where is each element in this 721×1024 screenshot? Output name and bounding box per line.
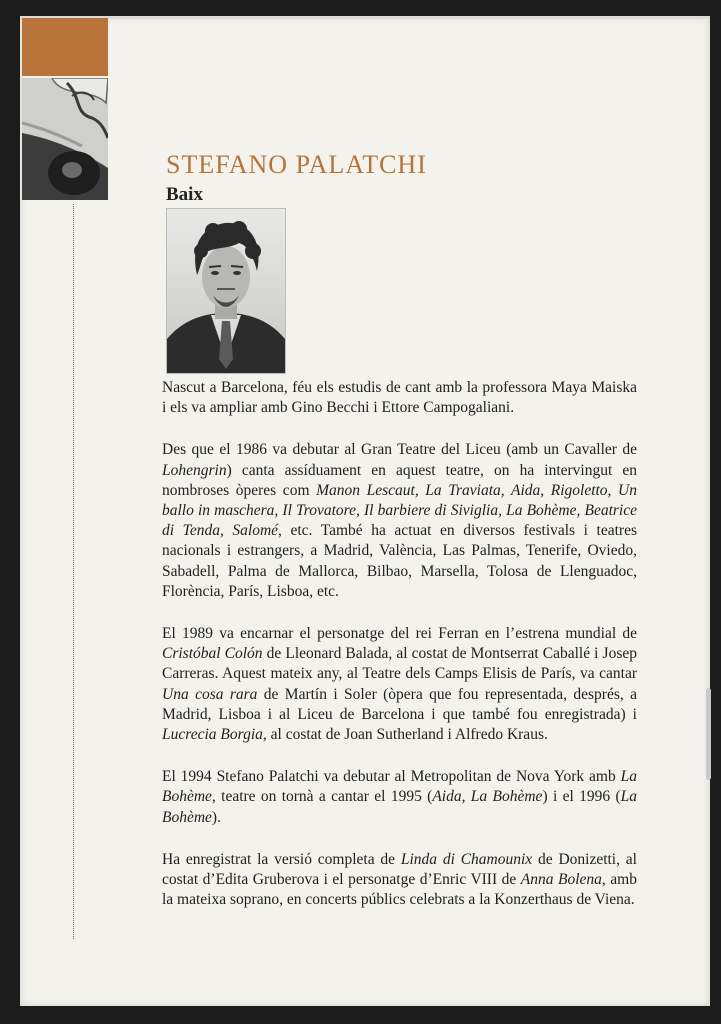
italic-title-run: Anna Bolena	[520, 871, 602, 889]
vertical-scrollbar[interactable]	[706, 688, 711, 780]
italic-title-run: Lucrecia Borgia	[162, 726, 263, 744]
text-run: , amb la mateixa soprano, en concerts públics celebrats a la Konzerthaus de Viena.	[162, 871, 637, 909]
text-run: de Lleonard Balada, al costat de Montserrat Caballé i Josep Carreras. Aquest mateix any, al Teatre dels Camps Elisis de París, va cantar	[162, 645, 637, 683]
italic-title-run: Aida, La Bohème	[432, 788, 543, 806]
side-photo-graphic	[22, 78, 108, 200]
paragraph	[162, 440, 637, 602]
italic-title-run: Una cosa rara	[162, 685, 258, 703]
text-run: de Donizetti, al costat d’Edita Gruberova i el personatge d’Enric VIII de	[162, 850, 637, 889]
vertical-dotted-rule	[73, 204, 74, 939]
decorative-side-photo	[22, 78, 108, 200]
italic-title-run: Linda di Chamounix	[400, 850, 533, 868]
text-run: Ha enregistrat la versió completa de	[162, 850, 401, 868]
text-run: de Martín i Soler (òpera que fou representada, després, a Madrid, Lisboa i al Liceu de Barcelona i que també fou enregistrada) i	[162, 685, 638, 723]
text-run: ) canta assíduament en aquest teatre, on ha intervingut en nombroses òperes com	[162, 461, 637, 499]
voice-type-label: Baix	[166, 184, 203, 205]
text-run: , al costat de Joan Sutherland i Alfredo Kraus.	[262, 726, 548, 744]
text-run: etc. També ha actuat en diversos festivals i teatres nacionals i estrangers, a Madrid, València, Las Palmas, Tenerife, Oviedo, Sabadell, Palma de Mallorca, Bilbao, Marsella, Tolosa de Llenguadoc, Florència, París, Lisboa, etc.	[162, 522, 637, 600]
paragraph	[162, 624, 637, 745]
text-run: Nascut a Barcelona, féu els estudis de cant amb la professora Maya Maiska i els va ampliar amb Gino Becchi i Ettore Campogaliani.	[162, 379, 637, 417]
document-page	[20, 16, 710, 1006]
text-run: El 1994 Stefano Palatchi va debutar al Metropolitan de Nova York amb	[162, 768, 621, 786]
paragraph	[162, 767, 637, 828]
text-run: El 1989 va encarnar el personatge del rei Ferran en l’estrena mundial de	[162, 625, 637, 643]
singer-name-heading: STEFANO PALATCHI	[166, 150, 427, 179]
italic-title-run: Lohengrin	[162, 461, 227, 479]
singer-portrait-photo	[166, 208, 286, 374]
paragraph	[162, 378, 637, 418]
biography-text	[162, 378, 637, 932]
portrait-graphic	[167, 209, 285, 373]
text-run: ).	[211, 808, 221, 826]
text-run: Des que el 1986 va debutar al Gran Teatre del Liceu (amb un Cavaller de	[162, 441, 637, 459]
page-top-edge	[20, 16, 710, 19]
italic-title-run: Manon Lescaut, La Traviata, Aida, Rigoletto, Un ballo in maschera, Il Trovatore, Il barbiere di Siviglia, La Bohème, Beatrice di Tenda, Salomé,	[162, 481, 637, 540]
italic-title-run: Cristóbal Colón	[162, 645, 263, 663]
decorative-color-block	[22, 18, 108, 76]
text-run: ) i el 1996 (	[542, 788, 621, 806]
paragraph	[162, 850, 637, 911]
text-run: , teatre on tornà a cantar el 1995 (	[211, 788, 433, 806]
italic-title-run: La Bohème	[162, 768, 637, 806]
italic-title-run: La Bohème	[162, 788, 637, 826]
